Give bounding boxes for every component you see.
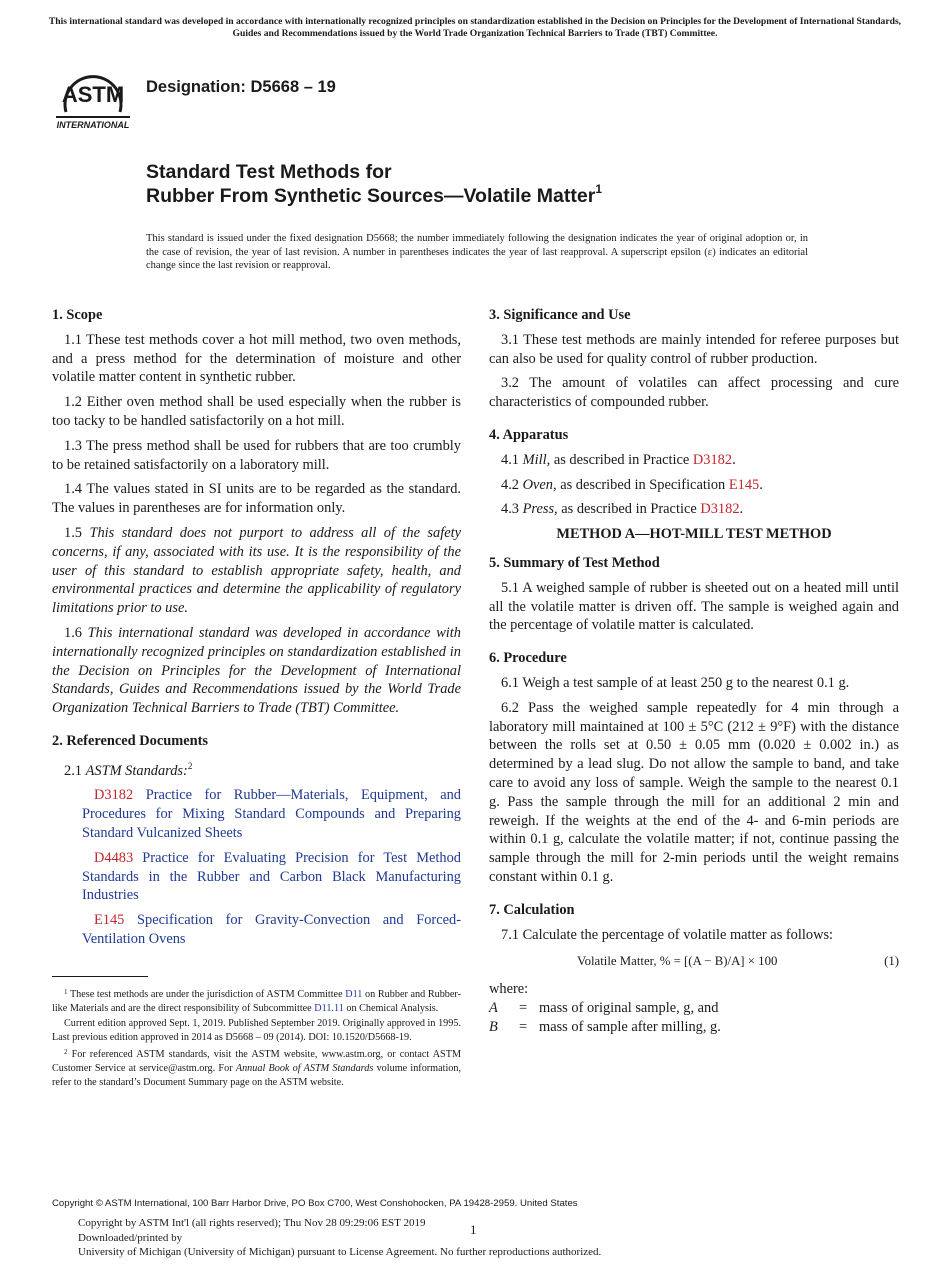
title-footnote-ref: 1: [595, 182, 602, 196]
footnote-2-italic: Annual Book of ASTM Standards: [235, 1062, 374, 1074]
footnote-1: [52, 986, 461, 1015]
reference-code-link[interactable]: D4483: [94, 849, 134, 866]
paragraph-1-4: 1.4 The values stated in SI units are to be regarded as the standard. The values in parentheses are for information only.: [52, 481, 461, 517]
license-line-1: Copyright by ASTM Int'l (all rights reserved); Thu Nov 28 09:29:06 EST 2019: [78, 1217, 426, 1229]
footnote-1-text-a: These test methods are under the jurisdiction of ASTM Committee: [69, 989, 343, 1000]
where-label: where:: [489, 981, 529, 998]
paragraph-1-5-text: This standard does not purport to address all of the safety concerns, if any, associated with its use. It is the responsibility of the user of this standard to establish appropriate safety, health, and environmental practices and determine the applicability of regulatory limitations prior to use.: [52, 524, 461, 617]
section-heading-procedure: 6. Procedure: [489, 650, 567, 667]
paragraph-1-1: 1.1 These test methods cover a hot mill method, two oven methods, and a press method for the determination of moisture and other volatile matter content in synthetic rubber.: [52, 331, 461, 386]
footnote-2: [52, 1046, 461, 1089]
section-heading-apparatus: 4. Apparatus: [489, 426, 569, 443]
paragraph-5-1: 5.1 A weighed sample of rubber is sheeted out on a heated mill until all the volatile matter is driven off. The sample is weighed again and the percentage of volatile matter is calculated.: [489, 579, 899, 634]
paragraph-2-1: [52, 757, 461, 781]
paragraph-1-2: 1.2 Either oven method shall be used especially when the rubber is too tacky to be handled satisfactorily on a hot mill.: [52, 394, 461, 429]
paragraph-1-5: [52, 524, 461, 618]
item-num: 4.2: [501, 476, 519, 493]
reference-d4483[interactable]: [52, 849, 461, 905]
item-label: Press,: [522, 501, 558, 518]
right-column: [489, 306, 899, 1037]
reference-title-link[interactable]: Practice for Rubber—Materials, Equipment, and Procedures for Mixing Standard Compounds and Preparing Standard Vulcanized Sheets: [82, 787, 461, 841]
item-end: .: [732, 451, 736, 468]
reference-code-link[interactable]: E145: [94, 912, 125, 929]
paragraph-7-1: 7.1 Calculate the percentage of volatile matter as follows:: [501, 926, 834, 943]
designation: Designation: D5668 – 19: [146, 78, 336, 96]
paragraph-1-3: 1.3 The press method shall be used for rubbers that are too crumbly to be retained satisfactorily on a laboratory mill.: [52, 437, 461, 473]
equation-number: (1): [884, 954, 899, 969]
section-heading-referenced-documents: 2. Referenced Documents: [52, 732, 208, 749]
astm-logo-icon: [52, 58, 134, 132]
footnote-1-approval: Current edition approved Sept. 1, 2019. Published September 2019. Originally approved in 1995. Last previous edition approved in 2014 as D5668 – 09 (2014). DOI: 10.1520/D5668-19.: [52, 1018, 461, 1043]
item-label: Mill,: [522, 451, 551, 468]
footnote-divider: [52, 976, 148, 977]
reference-d3182[interactable]: [52, 786, 461, 842]
logo-subtext: INTERNATIONAL: [56, 120, 130, 130]
committee-d11-link[interactable]: D11: [345, 989, 363, 1000]
reference-code-link[interactable]: D3182: [94, 787, 134, 804]
paragraph-2-1-num: 2.1: [64, 762, 82, 779]
astm-standards-label: ASTM Standards:: [85, 762, 188, 779]
license-block: [78, 1216, 601, 1260]
variable-b: [489, 1018, 899, 1037]
method-a-heading: METHOD A—HOT-MILL TEST METHOD: [556, 526, 832, 543]
variable-a: [489, 999, 899, 1018]
item-label: Oven,: [522, 476, 557, 493]
item-num: 4.3: [501, 501, 519, 518]
equation-body: Volatile Matter, % = [(A − B)/A] × 100: [577, 954, 778, 969]
license-line-3: University of Michigan (University of Michigan) pursuant to License Agreement. No further reproductions authorized.: [78, 1246, 602, 1258]
paragraph-4-1: [489, 451, 899, 470]
footnote-2-ref: 2: [187, 760, 193, 771]
title-line-2-text: Rubber From Synthetic Sources—Volatile Matter: [146, 185, 596, 207]
paragraph-1-6: [52, 624, 461, 718]
equation-1: [489, 950, 899, 974]
item-end: .: [759, 476, 763, 493]
paragraph-6-2: 6.2 Pass the weighed sample repeatedly for 4 min through a laboratory mill maintained at 100 ± 5°C (212 ± 9°F) with the distance between the rolls set at 0.50 ± 0.05 mm (0.020 ± 0.002 in.) as determined by a lead slug. Do not allow the sample to band, and take care to avoid any loss of sample. Weigh the sample to the nearest 0.1 g. Pass the sample through the mill for an additional 2 min and reweigh. If the weights at the end of the 4- and 6-min periods are within 0.1 g, calculate the volatile matter; if not, continue passing the sample through the mill for 2-min periods until the weight remains constant within 0.1 g.: [489, 699, 899, 885]
reference-title-link[interactable]: Specification for Gravity-Convection and Forced-Ventilation Ovens: [82, 912, 461, 947]
subcommittee-d11-11-link[interactable]: D11.11: [314, 1002, 344, 1014]
footnote-2-marker: 2: [64, 1048, 68, 1057]
logo-text: ASTM: [61, 82, 125, 107]
footnote-1-text-b: on Rubber and Rubber-like Materials and are the direct responsibility of Subcommittee: [52, 989, 462, 1014]
variable-description: mass of original sample, g, and: [539, 1000, 719, 1017]
item-text: as described in Practice: [553, 451, 690, 468]
license-line-2: Downloaded/printed by: [78, 1231, 183, 1244]
wto-notice: This international standard was developed in accordance with internationally recognized principles on standardization established in the Decision on Principles for the Development of International Standards, Guides and Recommendations issued by the World Trade Organization Technical Barriers to Trade (TBT) Committee.: [48, 16, 902, 39]
paragraph-6-1: 6.1 Weigh a test sample of at least 250 g to the nearest 0.1 g.: [501, 674, 850, 691]
section-heading-summary: 5. Summary of Test Method: [489, 554, 660, 571]
paragraph-1-6-text: This international standard was developed in accordance with internationally recognized principles on standardization established in the Decision on Principles for the Development of International Standards, Guides and Recommendations issued by the World Trade Organization Technical Barriers to Trade (TBT) Committee.: [52, 624, 461, 717]
item-end: .: [739, 501, 744, 518]
paragraph-1-6-num: 1.6: [64, 624, 82, 641]
item-num: 4.1: [501, 451, 519, 468]
page-number: 1: [470, 1222, 477, 1237]
document-title: [146, 160, 602, 208]
reference-d3182-link[interactable]: D3182: [692, 451, 733, 468]
paragraph-3-1: 3.1 These test methods are mainly intended for referee purposes but can also be used for quality control of rubber production.: [489, 331, 899, 367]
paragraph-3-2: 3.2 The amount of volatiles can affect processing and cure characteristics of compounded rubber.: [489, 375, 899, 411]
footnote-2-text-b: volume information, refer to the standard’s Document Summary page on the ASTM website.: [52, 1062, 462, 1088]
reference-d3182-link[interactable]: D3182: [700, 501, 740, 518]
variable-symbol: B: [489, 1018, 498, 1035]
variable-description: mass of sample after milling, g.: [539, 1018, 721, 1035]
variable-equals: =: [519, 1000, 528, 1017]
section-heading-significance: 3. Significance and Use: [489, 307, 631, 323]
copyright-line: Copyright © ASTM International, 100 Barr Harbor Drive, PO Box C700, West Conshohocken, PA 19428-2959. United States: [52, 1198, 578, 1209]
variable-equals: =: [519, 1018, 528, 1035]
preamble: This standard is issued under the fixed designation D5668; the number immediately following the designation indicates the year of original adoption or, in the case of revision, the year of last revision. A number in parentheses indicates the year of last reapproval. A superscript epsilon (ε) indicates an editorial change since the last revision or reapproval.: [146, 233, 808, 271]
footnote-1-marker: 1: [64, 988, 68, 996]
title-line-2: [146, 184, 602, 208]
reference-title-link[interactable]: Practice for Evaluating Precision for Test Method Standards in the Rubber and Carbon Black Manufacturing Industries: [82, 849, 461, 904]
footnotes: [52, 986, 461, 1091]
item-text: as described in Specification: [560, 476, 726, 493]
item-text: as described in Practice: [561, 501, 697, 518]
paragraph-4-3: [489, 500, 899, 519]
reference-e145-link[interactable]: E145: [728, 476, 760, 493]
left-column: [52, 306, 461, 955]
variable-symbol: A: [489, 1000, 498, 1017]
section-heading-calculation: 7. Calculation: [489, 901, 575, 918]
title-line-1: Standard Test Methods for: [146, 161, 392, 183]
footnote-2-text-a: For referenced ASTM standards, visit the ASTM website, www.astm.org, or contact ASTM Customer Service at service@astm.org. For: [52, 1049, 462, 1074]
paragraph-4-2: [489, 476, 899, 495]
reference-e145[interactable]: [52, 911, 461, 949]
paragraph-1-5-num: 1.5: [64, 524, 82, 541]
footnote-1-text-c: on Chemical Analysis.: [346, 1002, 439, 1014]
section-heading-scope: 1. Scope: [52, 307, 103, 323]
